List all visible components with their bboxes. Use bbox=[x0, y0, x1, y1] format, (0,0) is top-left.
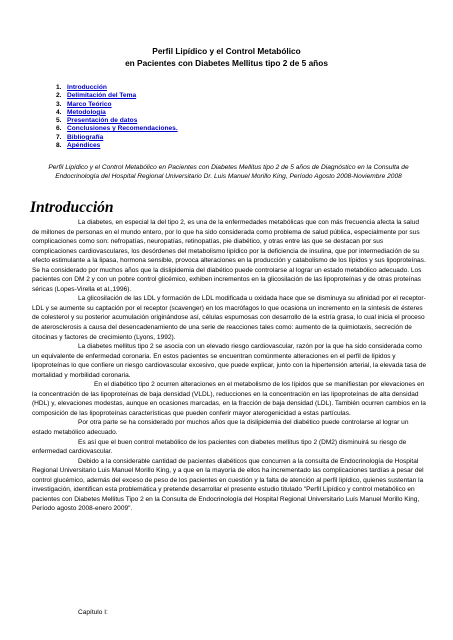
toc-item bbox=[56, 84, 178, 92]
toc-link-conclusiones[interactable]: Conclusiones y Recomendaciones. bbox=[67, 125, 178, 133]
toc-item bbox=[56, 101, 178, 109]
document-title bbox=[40, 45, 413, 69]
toc-number: 7. bbox=[56, 133, 62, 141]
paragraph: La diabetes, en especial la del tipo 2, es una de la enfermedades metabólicas que con más frecuencia afecta la salud de millones de personas en el mundo entero, por lo que ha sido considerada como problema de salud pública, especialmente por sus complicaciones como son: nefropatías, neuropatías, retinopatías, pie diabético, y otras entre las que se destacan por sus complicaciones cardiovasculares, los desórdenes del metabolismo lipídico por la deficiencia de insulina, que por intermediación de su efecto estimulante a la lipasa, hormona sensible, provoca alteraciones en la producción y catabolismo de los lípidos y sus lipoproteínas. Se ha considerado por muchos años que la dislipidemia del diabético puede controlarse al lograr un estado metabólico adecuado. Los pacientes con DM 2 y con un pobre control glicémico, exhiben incrementos en la glicosilación de las lipoproteínas y de otras proteínas séricas (Lopes-Virella et al.,1996). bbox=[32, 219, 426, 293]
paragraph: Debido a la considerable cantidad de pacientes diabéticos que concurren a la consulta de Endocrinología de Hospital Regional Universitario Luis Manuel Morillo King, y a que en la mayoría de ellos ha incrementado las complicaciones tardías a pesar del control glucémico, además del exceso de peso de los pacientes en cuestión y la falta de atención al perfil lipídico, quienes sustentan la investigación, identifican esta problemática y pretende desarrollar el presente estudio titulado "Perfil Lipídico y control metabólico en pacientes con Diabetes Mellitus Tipo 2 en la Consulta de Endocrinología del Hospital Regional Universitario Luís Manuel Morillo King, Período agosto 2008-enero 2009". bbox=[32, 457, 424, 513]
toc-number: 8. bbox=[56, 142, 62, 150]
title-line-1: Perfil Lipídico y el Control Metabólico bbox=[152, 46, 301, 56]
toc-number: 6. bbox=[56, 125, 62, 133]
paragraph: La diabetes mellitus tipo 2 se asocia con un elevado riesgo cardiovascular, razón por la que ha sido considerada como un equivalente de enfermedad coronaria. En estos pacientes se encuentran comúnmente alteraciones en el perfil de lípidos y lipoproteínas lo que confiere un riesgo cardiovascular excesivo, que puede explicar, junto con la hipertensión arterial, la elevada tasa de mortalidad y morbilidad coronaria. bbox=[32, 343, 427, 379]
toc-link-bibliografia[interactable]: Bibliografía bbox=[67, 133, 104, 141]
toc-item bbox=[56, 125, 178, 133]
section-heading: Introducción bbox=[30, 199, 114, 216]
toc-number: 3. bbox=[56, 100, 62, 108]
toc-number: 2. bbox=[56, 92, 62, 100]
toc-number: 1. bbox=[56, 84, 62, 91]
paragraph: La glicosilación de las LDL y formación de LDL modificada u oxidada hace que se disminuya su afinidad por el receptor-LDL y se aumente su captación por el receptor (scavenger) en los macrófagos lo que ocasiona un incremento en la síntesis de ésteres de colesterol y su posterior acumulación originándose así, células espumosas con desarrollo de la estría grasa, lo cual inicia el proceso de aterosclerosis a causa del desencadenamiento de una serie de reacciones tales como: aumento de la quimiotaxis, secreción de citocinas y factores de crecimiento (Lyons, 1992). bbox=[32, 295, 426, 341]
toc-item bbox=[56, 92, 178, 100]
chapter-label: Capítulo I: bbox=[78, 609, 108, 616]
paragraph: En el diabético tipo 2 ocurren alteraciones en el metabolismo de los lípidos que se manifiestan por elevaciones en la concentración de las lipoproteínas de baja densidad (VLDL), reducciones en la concentración en las lipoproteínas de alta densidad (HDL) y, elevaciones modestas, aunque en ocasiones marcadas, en la fracción de baja densidad (LDL). También ocurren cambios en la composición de las lipoproteínas características que pueden conferir mayor aterogenicidad a estas partículas. bbox=[32, 381, 426, 417]
paragraph: Por otra parte se ha considerado por muchos años que la dislipidemia del diabético puede controlarse al lograr un estado metabólico adecuado. bbox=[32, 419, 409, 437]
toc-link-apendices[interactable]: Apéndices bbox=[67, 142, 101, 150]
toc-link-metodologia[interactable]: Metodología bbox=[67, 108, 106, 116]
toc-number: 4. bbox=[56, 108, 62, 116]
section-body bbox=[32, 218, 428, 514]
table-of-contents bbox=[56, 84, 178, 150]
toc-item bbox=[56, 117, 178, 125]
toc-number: 5. bbox=[56, 117, 62, 125]
title-line-2: en Pacientes con Diabetes Mellitus tipo 2 de 5 años bbox=[125, 58, 328, 68]
toc-link-introduccion[interactable]: Introducción bbox=[67, 84, 107, 91]
toc-link-presentacion[interactable]: Presentación de datos bbox=[67, 117, 138, 125]
toc-item bbox=[56, 134, 178, 142]
document-subtitle: Perfil Lipídico y el Control Metabólico en Pacientes con Diabetes Mellitus tipo 2 de 5 años de Diagnóstico en la Consulta de Endocrinología del Hospital Regional Universitario Dr. Luis Manuel Morillo King, Período Agosto 2008-Noviembre 2008 bbox=[48, 164, 409, 181]
toc-item bbox=[56, 109, 178, 117]
toc-link-delimitacion[interactable]: Delimitación del Tema bbox=[67, 92, 137, 100]
toc-item bbox=[56, 142, 178, 150]
paragraph: Es así que el buen control metabólico de los pacientes con diabetes mellitus tipo 2 (DM2) disminuirá su riesgo de enfermedad cardiovascular. bbox=[32, 438, 407, 456]
toc-link-marco-teorico[interactable]: Marco Teórico bbox=[67, 100, 112, 108]
